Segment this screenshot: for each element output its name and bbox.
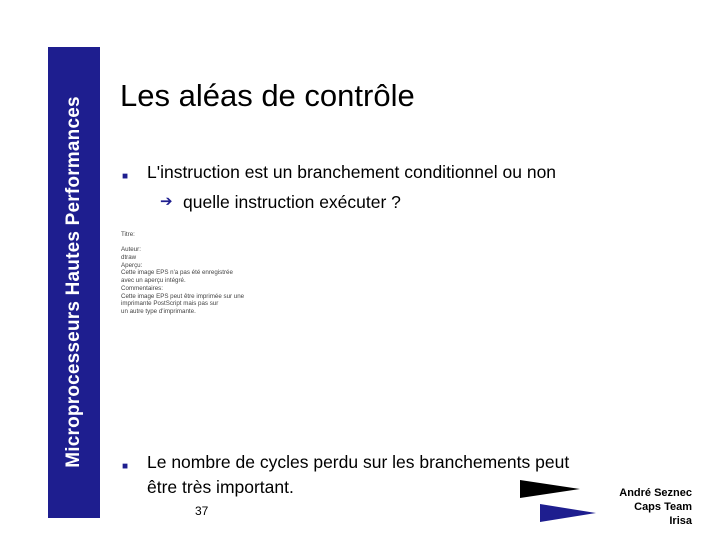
bullet-2-line-2: être très important. (147, 477, 294, 497)
placeholder-line (121, 239, 271, 247)
bullet-marker-1: ■ (122, 171, 129, 182)
bullet-1-text: L'instruction est un branchement conditionnel ou non (147, 162, 557, 182)
bullet-marker-2: ■ (122, 461, 129, 472)
placeholder-line: Auteur: (121, 246, 141, 254)
placeholder-line: Cette image EPS peut être imprimée sur une (121, 292, 245, 300)
page-number: 37 (195, 504, 209, 518)
sidebar-title: Microprocesseurs Hautes Performances (63, 96, 84, 468)
placeholder-line: Cette image EPS n'a pas été enregistrée (121, 269, 233, 277)
placeholder-line: un autre type d'imprimante. (121, 307, 196, 315)
author-name: André Seznec (619, 487, 692, 499)
placeholder-line: imprimante PostScript mais pas sur (121, 300, 219, 308)
author-team: Caps Team (634, 501, 692, 513)
irisa-logo-icon (518, 478, 598, 524)
arrow-right-icon: ➔ (160, 193, 173, 210)
sub-bullet-text: quelle instruction exécuter ? (183, 192, 401, 212)
author-block (619, 486, 692, 528)
slide-title: Les aléas de contrôle (120, 78, 415, 113)
placeholder-line: Aperçu: (121, 261, 143, 269)
placeholder-line: Commentaires: (121, 284, 163, 292)
placeholder-line: avec un aperçu intégré. (121, 277, 186, 285)
placeholder-line: dtraw (121, 254, 137, 262)
placeholder-line: Titre: (121, 231, 135, 238)
eps-image-placeholder (121, 231, 271, 316)
author-org: Irisa (669, 515, 692, 527)
bullet-2-line-1: Le nombre de cycles perdu sur les branchements peut (147, 452, 570, 472)
